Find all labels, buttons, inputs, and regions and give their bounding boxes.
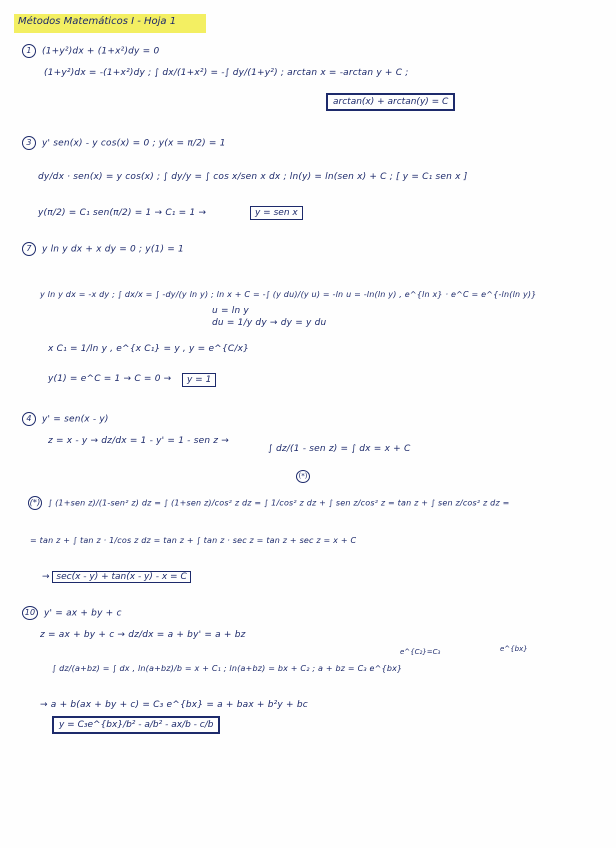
- problem-10-step: z = ax + by + c → dz/dx = a + by' = a + bz: [40, 630, 246, 640]
- statement-text: y ln y dx + x dy = 0 ; y(1) = 1: [42, 244, 184, 255]
- problem-4-step: z = x - y → dz/dx = 1 - y' = 1 - sen z →: [48, 436, 230, 446]
- problem-3-step-2: y(π/2) = C₁ sen(π/2) = 1 → C₁ = 1 →: [38, 208, 207, 218]
- statement-text: (1+y²)dx + (1+x²)dy = 0: [42, 46, 160, 57]
- problem-number: 10: [22, 606, 38, 620]
- problem-4b-step-2: = tan z + ∫ tan z · 1/cos z dz = tan z + ∫ tan z · sec z = tan z + sec z = x + C: [30, 536, 357, 545]
- problem-4-integral: ∫ dz/(1 - sen z) = ∫ dx = x + C: [268, 444, 411, 454]
- statement-text: y' = ax + by + c: [44, 608, 122, 619]
- problem-7-substitution: u = ln y: [212, 306, 249, 316]
- problem-10-statement: [22, 606, 122, 620]
- page-title: Métodos Matemáticos I - Hoja 1: [18, 16, 177, 27]
- problem-7-step-3: y(1) = e^C = 1 → C = 0 →: [48, 374, 172, 384]
- step-text: ∫ (1+sen z)/(1-sen² z) dz = ∫ (1+sen z)/cos² z dz = ∫ 1/cos² z dz + ∫ sen z/cos² z = tan z + ∫ sen z/cos² z dz =: [48, 498, 510, 508]
- problem-10-note-2: e^{bx}: [500, 645, 528, 653]
- problem-4b-answer-row: [42, 572, 191, 582]
- problem-1-step: (1+y²)dx = -(1+x²)dy ; ∫ dx/(1+x²) = -∫ dy/(1+y²) ; arctan x = -arctan y + C ;: [44, 68, 409, 78]
- footnote-marker: (*): [296, 470, 310, 483]
- problem-4b-answer: sec(x - y) + tan(x - y) - x = C: [52, 571, 190, 583]
- problem-1-answer: arctan(x) + arctan(y) = C: [326, 93, 455, 111]
- footnote-marker: (*): [28, 496, 42, 510]
- problem-number: 4: [22, 412, 36, 426]
- problem-3-answer: y = sen x: [250, 206, 303, 220]
- problem-number: 7: [22, 242, 36, 256]
- problem-7-answer: y = 1: [182, 373, 216, 387]
- problem-7-statement: [22, 242, 184, 256]
- problem-3-statement: [22, 136, 226, 150]
- problem-7-differential: du = 1/y dy → dy = y du: [212, 318, 327, 328]
- problem-4-statement: [22, 412, 109, 426]
- problem-10-note: e^{C₂}=C₃: [400, 648, 441, 656]
- problem-3-step: dy/dx · sen(x) = y cos(x) ; ∫ dy/y = ∫ cos x/sen x dx ; ln(y) = ln(sen x) + C ; [ y = C₁ sen x ]: [38, 172, 468, 182]
- problem-10-step-3: → a + b(ax + by + c) = C₃ e^{bx} = a + bax + b²y + bc: [40, 700, 308, 710]
- problem-4b-step: [28, 496, 510, 510]
- problem-number: 3: [22, 136, 36, 150]
- arrow-icon: →: [42, 572, 50, 582]
- problem-number: 1: [22, 44, 36, 58]
- statement-text: y' sen(x) - y cos(x) = 0 ; y(x = π/2) = 1: [42, 138, 226, 149]
- problem-1-statement: [22, 44, 159, 58]
- statement-text: y' = sen(x - y): [42, 414, 109, 425]
- problem-7-step-2: x C₁ = 1/ln y , e^{x C₁} = y , y = e^{C/x}: [48, 344, 250, 354]
- problem-7-step: y ln y dx = -x dy ; ∫ dx/x = ∫ -dy/(y ln y) ; ln x + C = -∫ (y du)/(y u) = -ln u = -ln(ln y) , e^{ln x} · e^C = e^{-ln(ln y)}: [40, 290, 537, 299]
- problem-10-answer: y = C₃e^{bx}/b² - a/b² - ax/b - c/b: [52, 716, 220, 734]
- problem-10-step-2: ∫ dz/(a+bz) = ∫ dx , ln(a+bz)/b = x + C₁ ; ln(a+bz) = bx + C₂ ; a + bz = C₃ e^{bx}: [52, 664, 403, 673]
